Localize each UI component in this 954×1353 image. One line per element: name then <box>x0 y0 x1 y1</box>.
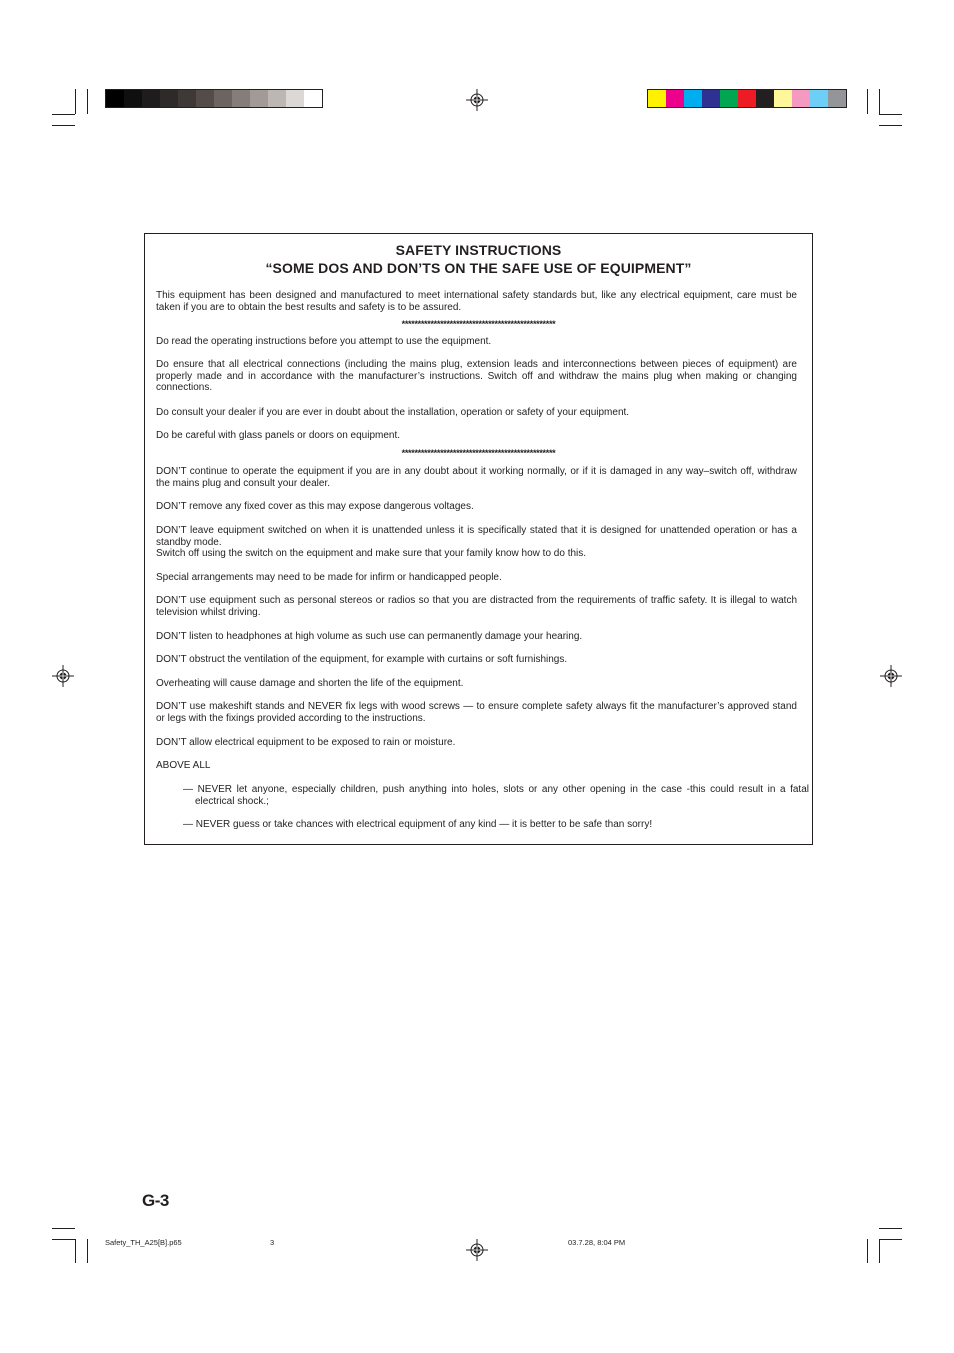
crop-mark <box>87 89 88 114</box>
do-item: Do be careful with glass panels or doors on equipment. <box>156 430 401 441</box>
above-all-heading: ABOVE ALL <box>156 760 211 771</box>
crop-mark <box>867 1239 868 1263</box>
crop-mark <box>879 1239 902 1240</box>
color-swatch <box>702 90 720 107</box>
color-swatch <box>828 90 846 107</box>
intro-paragraph: This equipment has been designed and manufactured to meet international safety standards but, like any electrical equipment, care must be taken if you are to obtain the best results and safety is to be assured. <box>156 290 797 313</box>
color-swatch <box>196 90 214 107</box>
registration-mark-icon <box>880 665 902 687</box>
do-item: Do ensure that all electrical connections (including the mains plug, extension leads and interconnections between pieces of equipment) are properly made and in accordance with the manufacturer’s instructions. Switch off and withdraw the mains plug when making or changing connections. <box>156 359 797 393</box>
page-number: G-3 <box>142 1191 169 1210</box>
color-bar <box>647 89 847 108</box>
color-swatch <box>684 90 702 107</box>
color-swatch <box>738 90 756 107</box>
registration-mark-icon <box>466 1239 488 1261</box>
crop-mark <box>52 1239 75 1240</box>
color-swatch <box>720 90 738 107</box>
crop-mark <box>52 114 75 115</box>
dont-item: DON’T use equipment such as personal stereos or radios so that you are distracted from the requirements of traffic safety. It is illegal to watch television whilst driving. <box>156 595 797 618</box>
separator: ************************************************ <box>401 448 556 458</box>
color-swatch <box>774 90 792 107</box>
crop-mark <box>52 125 75 126</box>
color-swatch <box>268 90 286 107</box>
dont-item: DON’T obstruct the ventilation of the equipment, for example with curtains or soft furnishings. <box>156 654 568 665</box>
color-swatch <box>124 90 142 107</box>
dont-item: DON’T listen to headphones at high volume as such use can permanently damage your hearing. <box>156 631 583 642</box>
dont-item: DON’T leave equipment switched on when it is unattended unless it is specifically stated that it is designed for unattended operation or has a standby mode. <box>156 525 797 548</box>
footer-page: 3 <box>270 1238 275 1247</box>
footer-filename: Safety_TH_A25[B].p65 <box>105 1238 182 1247</box>
above-all-item: — NEVER let anyone, especially children, push anything into holes, slots or any other opening in the case -this could result in a fatal electrical shock.; <box>183 784 809 807</box>
color-swatch <box>214 90 232 107</box>
grayscale-bar <box>105 89 323 108</box>
color-swatch <box>666 90 684 107</box>
color-swatch <box>232 90 250 107</box>
color-swatch <box>286 90 304 107</box>
color-swatch <box>648 90 666 107</box>
crop-mark <box>75 89 76 114</box>
dont-item: Special arrangements may need to be made for infirm or handicapped people. <box>156 572 502 583</box>
crop-mark <box>87 1239 88 1263</box>
crop-mark <box>879 125 902 126</box>
do-item: Do read the operating instructions before you attempt to use the equipment. <box>156 336 492 347</box>
safety-instructions-panel <box>144 233 813 845</box>
registration-mark-icon <box>52 665 74 687</box>
dont-item: DON’T remove any fixed cover as this may expose dangerous voltages. <box>156 501 474 512</box>
crop-mark <box>867 89 868 114</box>
dont-item: DON’T use makeshift stands and NEVER fix legs with wood screws — to ensure complete safety always fit the manufacturer’s approved stand or legs with the fixings provided according to the instructions. <box>156 701 797 724</box>
above-all-item: — NEVER guess or take chances with electrical equipment of any kind — it is better to be safe than sorry! <box>183 819 653 830</box>
crop-mark <box>879 89 880 114</box>
footer-timestamp: 03.7.28, 8:04 PM <box>568 1238 626 1247</box>
color-swatch <box>810 90 828 107</box>
dont-item: Switch off using the switch on the equipment and make sure that your family know how to do this. <box>156 548 587 559</box>
color-swatch <box>756 90 774 107</box>
registration-mark-icon <box>466 89 488 111</box>
crop-mark <box>75 1239 76 1263</box>
crop-mark <box>879 114 902 115</box>
color-swatch <box>142 90 160 107</box>
color-swatch <box>304 90 322 107</box>
color-swatch <box>106 90 124 107</box>
crop-mark <box>52 1228 75 1229</box>
dont-item: DON’T allow electrical equipment to be exposed to rain or moisture. <box>156 737 456 748</box>
crop-mark <box>879 1228 902 1229</box>
dont-item: DON’T continue to operate the equipment if you are in any doubt about it working normally, or if it is damaged in any way–switch off, withdraw the mains plug and consult your dealer. <box>156 466 797 489</box>
crop-mark <box>879 1239 880 1263</box>
do-item: Do consult your dealer if you are ever in doubt about the installation, operation or safety of your equipment. <box>156 407 630 418</box>
panel-subtitle: “SOME DOS AND DON’TS ON THE SAFE USE OF EQUIPMENT” <box>265 260 692 276</box>
dont-item: Overheating will cause damage and shorten the life of the equipment. <box>156 678 464 689</box>
separator: ************************************************ <box>401 319 556 329</box>
panel-title: SAFETY INSTRUCTIONS <box>395 242 562 258</box>
color-swatch <box>178 90 196 107</box>
color-swatch <box>792 90 810 107</box>
color-swatch <box>160 90 178 107</box>
color-swatch <box>250 90 268 107</box>
